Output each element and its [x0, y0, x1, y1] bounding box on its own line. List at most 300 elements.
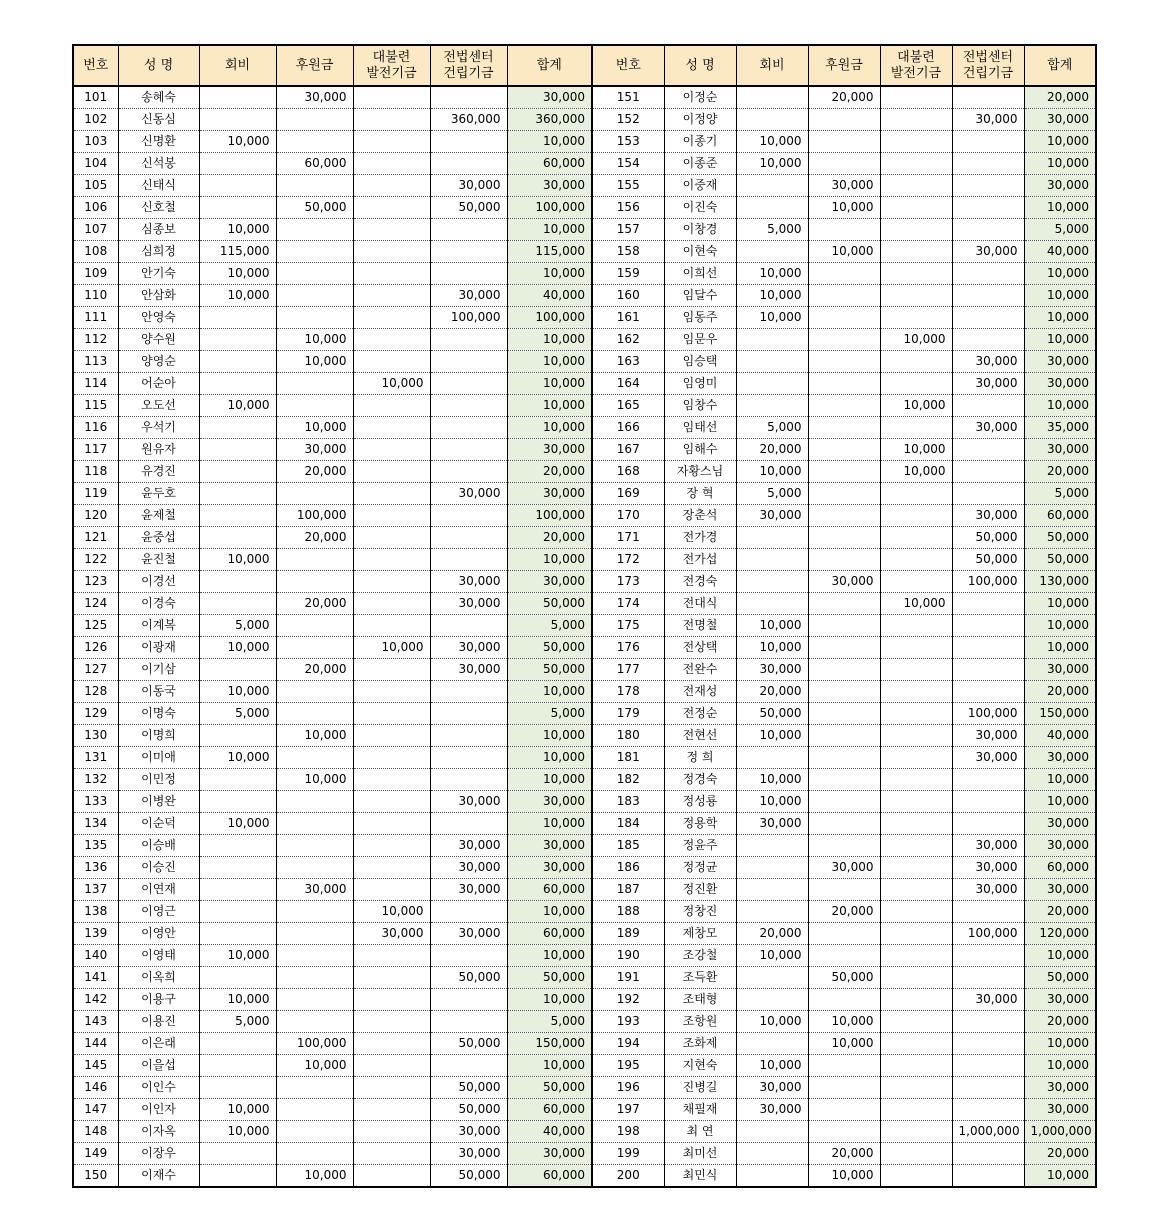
dues-cell — [736, 1121, 808, 1143]
table-row — [73, 857, 1096, 879]
name-cell: 전가경 — [664, 527, 736, 549]
number-cell: 134 — [73, 813, 118, 835]
number-cell: 107 — [73, 219, 118, 241]
name-cell: 이창경 — [664, 219, 736, 241]
name-cell: 최미선 — [664, 1143, 736, 1165]
donation-cell — [808, 681, 880, 703]
total-cell: 40,000 — [1024, 725, 1096, 747]
center-fund-cell — [952, 791, 1024, 813]
donation-cell — [808, 153, 880, 175]
kbsu-fund-cell — [353, 571, 430, 593]
donation-cell — [808, 417, 880, 439]
name-cell: 이현숙 — [664, 241, 736, 263]
kbsu-fund-cell — [880, 967, 952, 989]
donation-cell — [808, 615, 880, 637]
dues-cell — [199, 527, 276, 549]
kbsu-fund-cell — [353, 791, 430, 813]
kbsu-fund-cell — [880, 615, 952, 637]
number-cell: 165 — [592, 395, 664, 417]
center-fund-cell — [952, 197, 1024, 219]
total-cell: 10,000 — [1024, 307, 1096, 329]
number-cell: 122 — [73, 549, 118, 571]
name-cell: 오도선 — [118, 395, 199, 417]
center-fund-cell — [430, 329, 507, 351]
donation-cell — [276, 175, 353, 197]
table-row — [73, 659, 1096, 681]
total-cell: 30,000 — [1024, 989, 1096, 1011]
name-cell: 신명환 — [118, 131, 199, 153]
kbsu-fund-cell — [353, 307, 430, 329]
total-cell: 30,000 — [1024, 373, 1096, 395]
donation-cell: 30,000 — [808, 175, 880, 197]
name-cell: 정경숙 — [664, 769, 736, 791]
kbsu-fund-cell — [353, 527, 430, 549]
kbsu-fund-cell — [353, 505, 430, 527]
center-fund-cell: 30,000 — [952, 373, 1024, 395]
table-row — [73, 461, 1096, 483]
name-cell: 양영순 — [118, 351, 199, 373]
donation-cell — [276, 637, 353, 659]
number-cell: 117 — [73, 439, 118, 461]
total-cell: 10,000 — [1024, 593, 1096, 615]
center-fund-cell — [430, 725, 507, 747]
donation-cell — [808, 659, 880, 681]
donation-cell — [808, 1077, 880, 1099]
dues-cell: 10,000 — [199, 395, 276, 417]
name-cell: 안기숙 — [118, 263, 199, 285]
kbsu-fund-cell — [880, 681, 952, 703]
number-cell: 154 — [592, 153, 664, 175]
total-cell: 10,000 — [1024, 263, 1096, 285]
name-cell: 조강철 — [664, 945, 736, 967]
table-row — [73, 1143, 1096, 1165]
center-fund-cell — [430, 417, 507, 439]
number-cell: 135 — [73, 835, 118, 857]
total-cell: 60,000 — [1024, 505, 1096, 527]
header-row — [73, 45, 1096, 86]
dues-cell: 50,000 — [736, 703, 808, 725]
kbsu-fund-cell — [880, 175, 952, 197]
donation-cell — [808, 769, 880, 791]
dues-cell: 5,000 — [736, 219, 808, 241]
total-cell: 10,000 — [507, 395, 592, 417]
dues-cell — [736, 109, 808, 131]
center-fund-cell — [430, 505, 507, 527]
total-cell: 40,000 — [1024, 241, 1096, 263]
kbsu-fund-cell — [880, 351, 952, 373]
kbsu-fund-cell — [880, 769, 952, 791]
dues-cell: 10,000 — [199, 989, 276, 1011]
center-fund-cell — [952, 1077, 1024, 1099]
name-cell: 정창진 — [664, 901, 736, 923]
donation-cell — [276, 747, 353, 769]
total-cell: 10,000 — [1024, 945, 1096, 967]
center-fund-cell — [430, 1055, 507, 1077]
name-cell: 윤중섭 — [118, 527, 199, 549]
total-cell: 30,000 — [1024, 1099, 1096, 1121]
dues-cell: 10,000 — [736, 725, 808, 747]
center-fund-cell — [952, 681, 1024, 703]
donation-cell: 10,000 — [276, 769, 353, 791]
donation-cell — [276, 923, 353, 945]
donation-cell — [276, 1077, 353, 1099]
kbsu-fund-cell — [353, 1165, 430, 1188]
name-cell: 이연재 — [118, 879, 199, 901]
name-cell: 이희선 — [664, 263, 736, 285]
total-cell: 35,000 — [1024, 417, 1096, 439]
kbsu-fund-cell — [353, 593, 430, 615]
number-cell: 103 — [73, 131, 118, 153]
name-cell: 이진숙 — [664, 197, 736, 219]
donation-cell — [276, 857, 353, 879]
total-cell: 30,000 — [1024, 439, 1096, 461]
donation-cell — [808, 307, 880, 329]
kbsu-fund-cell — [880, 945, 952, 967]
number-cell: 169 — [592, 483, 664, 505]
center-fund-cell: 30,000 — [952, 505, 1024, 527]
kbsu-fund-cell — [353, 769, 430, 791]
donation-header: 후원금 — [276, 45, 353, 86]
kbsu-fund-cell — [353, 86, 430, 109]
dues-cell — [199, 109, 276, 131]
kbsu-fund-cell — [353, 109, 430, 131]
kbsu-fund-cell — [353, 197, 430, 219]
donation-cell — [808, 439, 880, 461]
donation-cell — [808, 923, 880, 945]
number-cell: 167 — [592, 439, 664, 461]
dues-cell: 20,000 — [736, 439, 808, 461]
donation-cell: 30,000 — [808, 571, 880, 593]
table-row — [73, 307, 1096, 329]
donation-cell — [808, 285, 880, 307]
table-row — [73, 1011, 1096, 1033]
kbsu-fund-cell — [880, 1121, 952, 1143]
donation-cell: 10,000 — [808, 1033, 880, 1055]
name-cell: 최민식 — [664, 1165, 736, 1188]
kbsu-fund-cell — [880, 989, 952, 1011]
total-cell: 30,000 — [507, 791, 592, 813]
number-cell: 105 — [73, 175, 118, 197]
kbsu-fund-cell — [880, 307, 952, 329]
donation-cell — [808, 725, 880, 747]
total-cell: 50,000 — [507, 593, 592, 615]
center-fund-cell — [952, 769, 1024, 791]
name-cell: 우석기 — [118, 417, 199, 439]
number-cell: 116 — [73, 417, 118, 439]
table-row — [73, 175, 1096, 197]
dues-cell — [199, 923, 276, 945]
number-cell: 136 — [73, 857, 118, 879]
donation-cell — [808, 879, 880, 901]
center-fund-cell: 30,000 — [952, 351, 1024, 373]
dues-cell: 10,000 — [199, 747, 276, 769]
kbsu-fund-cell — [353, 857, 430, 879]
dues-cell: 10,000 — [199, 219, 276, 241]
dues-cell — [199, 1077, 276, 1099]
kbsu-fund-cell — [353, 417, 430, 439]
number-cell: 198 — [592, 1121, 664, 1143]
donation-cell: 10,000 — [808, 1165, 880, 1188]
center-fund-cell — [952, 1165, 1024, 1188]
number-cell: 163 — [592, 351, 664, 373]
dues-cell: 5,000 — [199, 1011, 276, 1033]
donation-cell — [276, 219, 353, 241]
number-cell: 124 — [73, 593, 118, 615]
center-fund-cell: 100,000 — [952, 703, 1024, 725]
total-cell: 360,000 — [507, 109, 592, 131]
center-fund-cell — [952, 615, 1024, 637]
center-fund-cell — [952, 131, 1024, 153]
table-row — [73, 153, 1096, 175]
total-cell: 20,000 — [1024, 681, 1096, 703]
table-row — [73, 439, 1096, 461]
name-cell: 정 희 — [664, 747, 736, 769]
number-cell: 191 — [592, 967, 664, 989]
kbsu-fund-cell — [880, 1055, 952, 1077]
number-cell: 114 — [73, 373, 118, 395]
center-fund-cell: 100,000 — [430, 307, 507, 329]
kbsu-fund-cell — [353, 1011, 430, 1033]
donation-cell — [276, 1011, 353, 1033]
total-cell: 10,000 — [507, 945, 592, 967]
table-row — [73, 1099, 1096, 1121]
table-row — [73, 329, 1096, 351]
kbsu-fund-cell — [353, 241, 430, 263]
dues-cell — [736, 879, 808, 901]
dues-cell — [199, 879, 276, 901]
center-fund-cell: 30,000 — [430, 1143, 507, 1165]
number-cell: 157 — [592, 219, 664, 241]
number-cell: 180 — [592, 725, 664, 747]
kbsu-fund-cell — [880, 813, 952, 835]
number-cell: 149 — [73, 1143, 118, 1165]
kbsu-fund-cell — [353, 747, 430, 769]
name-cell: 전상택 — [664, 637, 736, 659]
center-fund-cell — [952, 439, 1024, 461]
kbsu-fund-cell — [880, 263, 952, 285]
dues-cell: 5,000 — [199, 703, 276, 725]
number-cell: 125 — [73, 615, 118, 637]
number-cell: 126 — [73, 637, 118, 659]
total-cell: 30,000 — [507, 835, 592, 857]
total-cell: 10,000 — [1024, 329, 1096, 351]
name-cell: 장 혁 — [664, 483, 736, 505]
donation-cell — [276, 285, 353, 307]
donation-cell — [276, 571, 353, 593]
dues-cell — [199, 791, 276, 813]
dues-cell: 10,000 — [199, 263, 276, 285]
table-row — [73, 769, 1096, 791]
number-cell: 168 — [592, 461, 664, 483]
number-cell: 140 — [73, 945, 118, 967]
center-fund-cell: 30,000 — [430, 879, 507, 901]
name-cell: 이계복 — [118, 615, 199, 637]
number-cell: 200 — [592, 1165, 664, 1188]
name-cell: 전명철 — [664, 615, 736, 637]
center-fund-cell — [952, 175, 1024, 197]
donation-cell: 20,000 — [808, 86, 880, 109]
name-cell: 이정순 — [664, 86, 736, 109]
donation-cell: 30,000 — [276, 879, 353, 901]
center-fund-cell: 30,000 — [430, 791, 507, 813]
number-cell: 113 — [73, 351, 118, 373]
kbsu-fund-cell — [880, 835, 952, 857]
dues-cell: 20,000 — [736, 681, 808, 703]
total-cell: 10,000 — [507, 263, 592, 285]
total-cell: 10,000 — [1024, 395, 1096, 417]
name-cell: 조화제 — [664, 1033, 736, 1055]
dues-cell: 10,000 — [736, 307, 808, 329]
number-cell: 164 — [592, 373, 664, 395]
kbsu-fund-cell — [353, 439, 430, 461]
kbsu-fund-cell — [880, 901, 952, 923]
table-row — [73, 879, 1096, 901]
donation-cell — [276, 615, 353, 637]
kbsu-fund-cell — [880, 791, 952, 813]
dues-cell — [736, 549, 808, 571]
table-row — [73, 1121, 1096, 1143]
center-fund-cell — [952, 219, 1024, 241]
number-cell: 139 — [73, 923, 118, 945]
dues-cell — [736, 527, 808, 549]
name-cell: 임동주 — [664, 307, 736, 329]
center-fund-cell: 100,000 — [952, 923, 1024, 945]
kbsu-fund-cell — [880, 923, 952, 945]
center-fund-cell: 30,000 — [430, 835, 507, 857]
total-cell: 10,000 — [1024, 131, 1096, 153]
donation-cell — [276, 241, 353, 263]
dues-cell: 30,000 — [736, 813, 808, 835]
donation-cell — [276, 109, 353, 131]
dues-cell — [199, 1033, 276, 1055]
center-fund-cell — [952, 813, 1024, 835]
number-cell: 174 — [592, 593, 664, 615]
number-cell: 175 — [592, 615, 664, 637]
center-fund-cell — [952, 1055, 1024, 1077]
center-fund-cell — [952, 945, 1024, 967]
name-cell: 이종기 — [664, 131, 736, 153]
center-fund-cell — [952, 1011, 1024, 1033]
number-cell: 111 — [73, 307, 118, 329]
center-fund-cell: 30,000 — [430, 175, 507, 197]
donation-cell — [276, 901, 353, 923]
number-cell: 199 — [592, 1143, 664, 1165]
number-cell: 172 — [592, 549, 664, 571]
table-row — [73, 263, 1096, 285]
donation-cell — [808, 461, 880, 483]
dues-cell — [199, 439, 276, 461]
name-cell: 전정순 — [664, 703, 736, 725]
donation-cell — [808, 945, 880, 967]
total-cell: 10,000 — [507, 813, 592, 835]
total-cell: 50,000 — [1024, 527, 1096, 549]
donation-cell — [276, 1099, 353, 1121]
dues-cell — [736, 1165, 808, 1188]
name-cell: 정윤주 — [664, 835, 736, 857]
dues-cell — [736, 1033, 808, 1055]
number-cell: 123 — [73, 571, 118, 593]
donation-cell — [808, 747, 880, 769]
name-cell: 정정균 — [664, 857, 736, 879]
kbsu-fund-cell: 10,000 — [353, 637, 430, 659]
kbsu-fund-cell — [880, 86, 952, 109]
kbsu-fund-cell — [353, 549, 430, 571]
name-cell: 유경진 — [118, 461, 199, 483]
center-fund-cell — [952, 483, 1024, 505]
dues-header: 회비 — [736, 45, 808, 86]
kbsu-fund-cell: 10,000 — [353, 373, 430, 395]
center-fund-cell — [430, 945, 507, 967]
name-cell: 양수원 — [118, 329, 199, 351]
name-cell: 윤제철 — [118, 505, 199, 527]
total-cell: 40,000 — [507, 285, 592, 307]
center-fund-cell: 1,000,000 — [952, 1121, 1024, 1143]
name-cell: 이명숙 — [118, 703, 199, 725]
name-cell: 전완수 — [664, 659, 736, 681]
dues-cell: 10,000 — [199, 1099, 276, 1121]
total-cell: 150,000 — [1024, 703, 1096, 725]
number-cell: 138 — [73, 901, 118, 923]
total-cell: 20,000 — [1024, 1143, 1096, 1165]
center-fund-cell — [430, 219, 507, 241]
kbsu-fund-cell — [353, 131, 430, 153]
dues-cell — [736, 197, 808, 219]
center-fund-cell — [952, 461, 1024, 483]
dues-cell — [199, 857, 276, 879]
name-cell: 이미애 — [118, 747, 199, 769]
total-cell: 50,000 — [507, 1077, 592, 1099]
total-cell: 100,000 — [507, 197, 592, 219]
name-cell: 최 연 — [664, 1121, 736, 1143]
center-fund-cell — [430, 153, 507, 175]
dues-cell: 10,000 — [736, 131, 808, 153]
donation-cell — [276, 373, 353, 395]
number-cell: 195 — [592, 1055, 664, 1077]
donation-cell — [808, 219, 880, 241]
total-cell: 30,000 — [1024, 747, 1096, 769]
kbsu-fund-cell — [353, 681, 430, 703]
donation-cell: 20,000 — [276, 593, 353, 615]
dues-cell: 10,000 — [199, 681, 276, 703]
name-cell: 신석봉 — [118, 153, 199, 175]
number-cell: 148 — [73, 1121, 118, 1143]
total-cell: 120,000 — [1024, 923, 1096, 945]
name-cell: 전경숙 — [664, 571, 736, 593]
total-cell: 10,000 — [1024, 637, 1096, 659]
name-cell: 송혜숙 — [118, 86, 199, 109]
kbsu-fund-header: 대불련 발전기금 — [880, 45, 952, 86]
dues-cell: 20,000 — [736, 923, 808, 945]
total-cell: 30,000 — [507, 1143, 592, 1165]
dues-cell — [199, 1143, 276, 1165]
center-fund-cell — [952, 1143, 1024, 1165]
total-cell: 40,000 — [507, 1121, 592, 1143]
center-fund-cell — [952, 263, 1024, 285]
name-cell: 어순아 — [118, 373, 199, 395]
table-row — [73, 483, 1096, 505]
number-cell: 112 — [73, 329, 118, 351]
number-cell: 128 — [73, 681, 118, 703]
table-row — [73, 901, 1096, 923]
dues-cell — [199, 1055, 276, 1077]
number-cell: 162 — [592, 329, 664, 351]
donation-cell: 20,000 — [276, 461, 353, 483]
total-cell: 50,000 — [1024, 967, 1096, 989]
donation-cell — [808, 549, 880, 571]
center-fund-cell — [952, 285, 1024, 307]
total-cell: 10,000 — [507, 373, 592, 395]
dues-cell: 115,000 — [199, 241, 276, 263]
